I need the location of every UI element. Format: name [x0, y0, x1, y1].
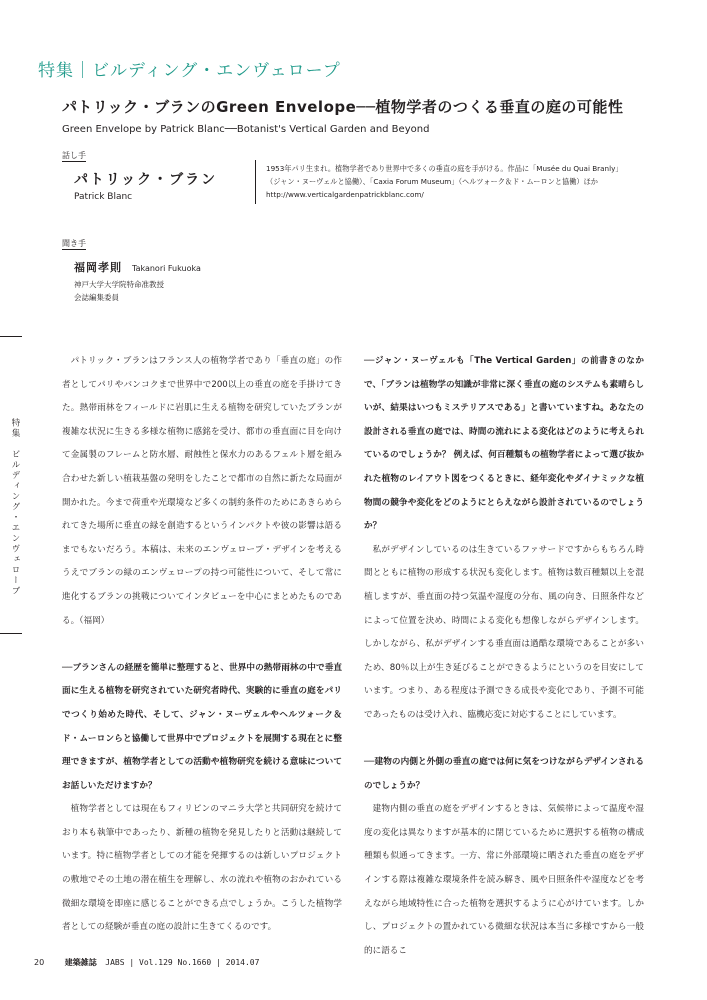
question-paragraph: ──ジャン・ヌーヴェルも「The Vertical Garden」の前書きのなかで、「ブランは植物学の知識が非常に深く垂直の庭のシステムも素晴らしいが、結果はいつもミステリアスである」と書いていますね。あなたの設計される垂直の庭では、時間の流れによる変化はどのように考えられているのでしょうか？ 例えば、何百種類もの植物学者によって選び抜かれた植物のレイアウト図をつくるときに、経年変化やダイナミックな植物間の競争や変化をどのようにとらえながら設計されているのでしょうか？: [364, 356, 644, 532]
speaker-bio: [266, 162, 666, 201]
page-number: 20: [34, 958, 45, 967]
body-column-left: [62, 350, 342, 940]
speaker-label: 話し手: [62, 151, 86, 160]
question-paragraph: ──建物の内側と外側の垂直の庭では何に気をつけながらデザインされるのでしょうか？: [364, 757, 644, 791]
speaker-website[interactable]: http://www.verticalgardenpatrickblanc.com/: [266, 190, 424, 199]
body-column-right: [364, 350, 644, 963]
section-title: 特集｜ビルディング・エンヴェロープ: [38, 61, 341, 81]
answer-paragraph: 建物内側の垂直の庭をデザインするときは、気候帯によって温度や湿度の変化は異なりますが基本的に閉じているために選択する植物の構成種類も似通ってきます。一方、常に外部環境に晒された垂直の庭をデザインする際は複雑な環境条件を読み解き、風や日照条件や湿度などを考えながら地域特性に合った植物を選択するように心がけています。しかし、プロジェクトの置かれている微細な状況は本当に多様ですから一般的に語るこ: [364, 804, 644, 956]
question-paragraph: ──ブランさんの経歴を簡単に整理すると、世界中の熱帯雨林の中で垂直面に生える植物を研究されていた研究者時代、実験的に垂直の庭をパリでつくり始めた時代、そして、ジャン・ヌーヴェルやヘルツォーク＆ド・ムーロンらと協働して世界中でプロジェクトを展開する現在とに整理できますが、植物学者としての活動や植物研究を続ける意味についてお話しいただけますか？: [62, 662, 342, 791]
interviewer-name-en: Takanori Fukuoka: [132, 264, 201, 273]
speaker-bio-line: （ジャン・ヌーヴェルと協働）、「Caxia Forum Museum」（ヘルツォーク＆ド・ムーロンと協働）ほか: [266, 177, 598, 186]
speaker-name-en: Patrick Blanc: [74, 192, 133, 202]
article-subtitle-en: Green Envelope by Patrick Blanc──Botanist's Vertical Garden and Beyond: [62, 124, 430, 135]
answer-paragraph: 植物学者としては現在もフィリピンのマニラ大学と共同研究を続けており本も執筆中であったり、新種の植物を発見したりと活動は継続しています。特に植物学者としての才能を発揮するのは新しいプロジェクトの敷地でその土地の潜在植生を理解し、水の流れや植物のおかれている微細な環境を即座に感じることができる点でしょうか。こうした植物学者としての経験が垂直の庭の設計に生きてくるのです。: [62, 804, 342, 933]
paragraph-gap: [62, 633, 342, 657]
interviewer-affiliation-line: 神戸大学大学院特命准教授: [74, 280, 164, 289]
margin-rule-top: [0, 336, 22, 337]
interviewer-name-ja: 福岡孝則: [74, 261, 122, 274]
interviewer-label: 聞き手: [62, 239, 86, 248]
page-footer: [34, 957, 259, 968]
paragraph-intro: パトリック・ブランはフランス人の植物学者であり「垂直の庭」の作者としてパリやバンコクまで世界中で200以上の垂直の庭を手掛けてきた。熱帯雨林をフィールドに岩肌に生える植物を研究していたブランが複雑な状況に生きる多様な植物に感銘を受け、都市の垂直面に目を向けて金属製のフレームと防水層、耐蝕性と保水力のあるフェルト層を組み合わせた新しい植栽基盤の発明をしたことで都市の自然に新たな局面が開かれた。今まで荷重や光環境など多くの制約条件のためにあきらめられてきた場所に垂直の緑を創造するというインパクトや彼の影響は語るまでもないだろう。本稿は、未来のエンヴェロープ・デザインを考えるうえでブランの緑のエンヴェロープの持つ可能性について、そして常に進化するブランの挑戦についてインタビューを中心にまとめたものである。（福岡）: [62, 356, 342, 626]
speaker-bio-line: 1953年パリ生まれ。植物学者であり世界中で多くの垂直の庭を手がける。作品に「Musée du Quai Branly」: [266, 164, 623, 173]
speaker-divider: [255, 160, 256, 204]
interviewer-name: [74, 259, 201, 275]
journal-name: 建築雑誌: [64, 958, 97, 967]
vertical-section-label: 特集 ビルディング・エンヴェローブ: [10, 418, 20, 597]
paragraph-gap: [364, 728, 644, 752]
article-title: パトリック・ブランのGreen Envelope──植物学者のつくる垂直の庭の可能性: [62, 98, 624, 116]
interviewer-affiliation: [74, 278, 164, 304]
answer-paragraph: 私がデザインしているのは生きているファサードですからもちろん時間とともに植物の形成する状況も変化します。植物は数百種類以上を混植しますが、垂直面の持つ気温や湿度の分布、風の向き、日照条件などによって位置を決め、時間による変化も想像しながらデザインします。しかしながら、私がデザインする垂直面は過酷な環境であることが多いため、80％以上が生き延びることができるようにというのを目安にしています。つまり、ある程度は予測できる成長や変化であり、予測不可能であったものは受け入れ、臨機応変に対応することにしています。: [364, 544, 644, 720]
speaker-name: パトリック・ブラン: [74, 172, 218, 188]
interviewer-affiliation-line: 会誌編集委員: [74, 293, 119, 302]
journal-issue: JABS | Vol.129 No.1660 | 2014.07: [105, 958, 260, 967]
margin-rule-bottom: [0, 633, 22, 634]
